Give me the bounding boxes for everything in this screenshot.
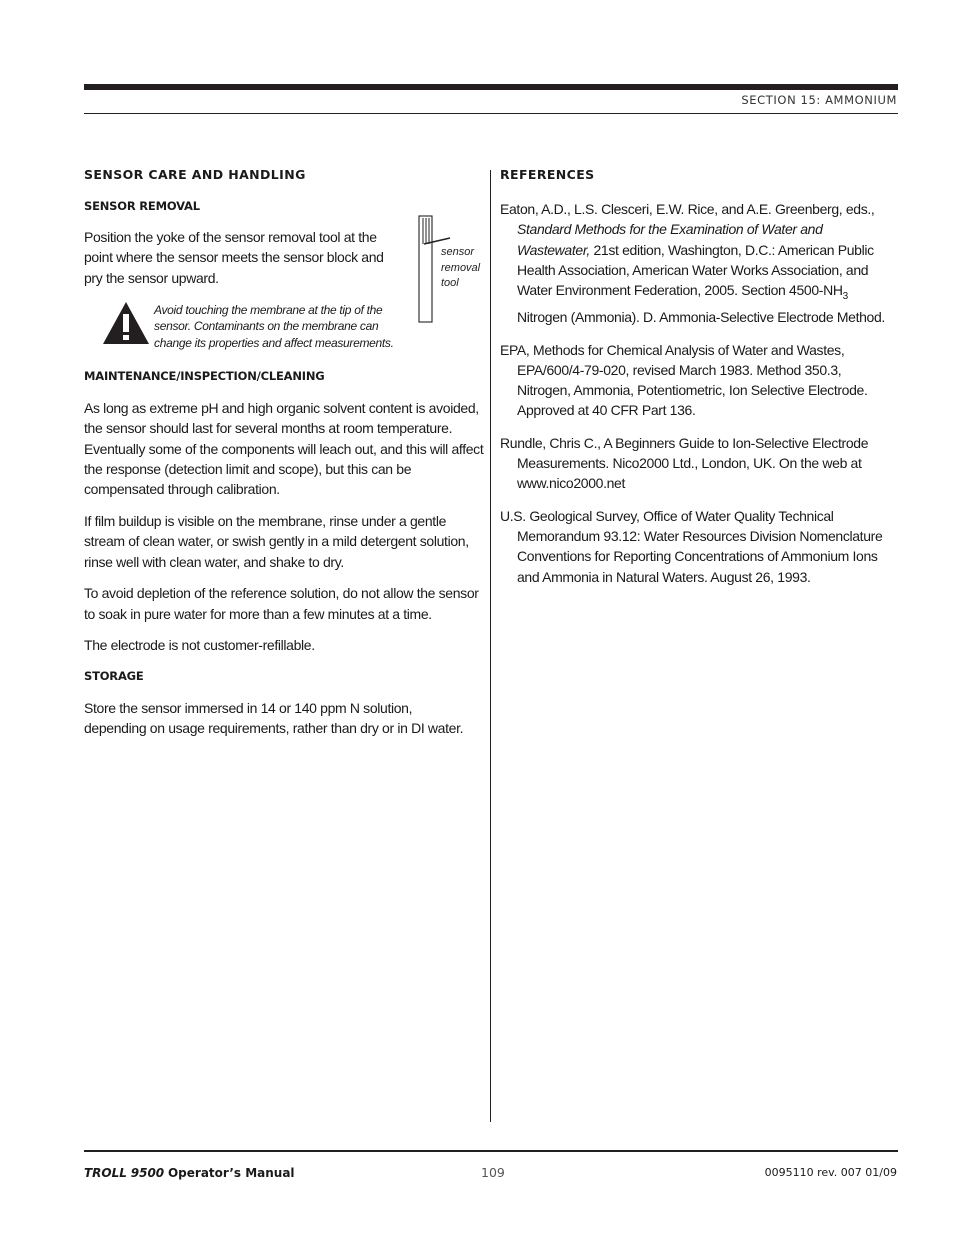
footer-rule	[84, 1150, 898, 1152]
heading-maintenance: MAINTENANCE/INSPECTION/CLEANING	[84, 369, 325, 383]
reference-item: EPA, Methods for Chemical Analysis of Water and Wastes, EPA/600/4-79-020, revised March 1983. Method 350.3, Nitrogen, Ammonia, Potentiometric, Ion Selective Electrode. Approved at 40 CFR Part 136.	[500, 341, 868, 419]
reference-item: U.S. Geological Survey, Office of Water Quality Technical Memorandum 93.12: Water Resources Division Nomenclature Conventions for Reporting Concentrations of Ammonium Ions and Ammonia in Natural Waters. August 26, 1993.	[500, 507, 883, 585]
maintenance-paragraph-3: To avoid depletion of the reference solution, do not allow the sensor to soak in pure water for more than a few minutes at a time.	[84, 585, 479, 622]
reference-item: Rundle, Chris C., A Beginners Guide to Ion-Selective Electrode Measurements. Nico2000 Ltd., London, UK. On the web at www.nico2000.net	[500, 434, 869, 492]
header-rule-thick	[84, 84, 898, 90]
heading-sensor-care: SENSOR CARE AND HANDLING	[84, 167, 306, 182]
heading-sensor-removal: SENSOR REMOVAL	[84, 199, 200, 213]
heading-references: REFERENCES	[500, 167, 595, 182]
page-number: 109	[481, 1165, 505, 1180]
left-column-lower	[84, 369, 484, 738]
reference-item: Eaton, A.D., L.S. Clesceri, E.W. Rice, and A.E. Greenberg, eds., Standard Methods for the Examination of Water and Wastewater, 21st edition, Washington, D.C.: American Public Health Association, American Water Works Association, and Water Environment Federation, 2005. Section $4500-NH_3$ Nitrogen (Ammonia). D. Ammonia-Selective Electrode Method.	[500, 201, 885, 326]
section-label: SECTION 15: AMMONIUM	[741, 93, 897, 107]
right-column	[500, 167, 895, 587]
removal-paragraph: Position the yoke of the sensor removal tool at the point where the sensor meets the sensor block and pry the sensor upward.	[84, 229, 384, 286]
tool-caption: sensor removal tool	[441, 246, 481, 289]
maintenance-paragraph-4: The electrode is not customer-refillable.	[84, 637, 315, 654]
maintenance-paragraph-2: If film buildup is visible on the membrane, rinse under a gentle stream of clean water, or swish gently in a mild detergent solution, rinse well with clean water, and shake to dry.	[84, 512, 469, 570]
header-rule-thin	[84, 113, 898, 114]
storage-paragraph: Store the sensor immersed in 14 or 140 ppm N solution, depending on usage requirements, rather than dry or in DI water.	[84, 699, 464, 737]
document-code: 0095110 rev. 007 01/09	[764, 1166, 897, 1179]
footer-manual-title: TROLL 9500 Operator’s Manual	[84, 1166, 295, 1180]
warning-icon	[101, 300, 151, 346]
warning-text: Avoid touching the membrane at the tip of the sensor. Contaminants on the membrane can change its properties and affect measurements.	[154, 303, 394, 350]
maintenance-paragraph-1: As long as extreme pH and high organic solvent content is avoided, the sensor should last for several months at room temperature. Eventually some of the components will leach out, and this will affect the response (detection limit and scope), but this can be compensated through calibration.	[84, 400, 484, 498]
column-divider	[490, 170, 491, 1122]
heading-storage: STORAGE	[84, 668, 144, 683]
